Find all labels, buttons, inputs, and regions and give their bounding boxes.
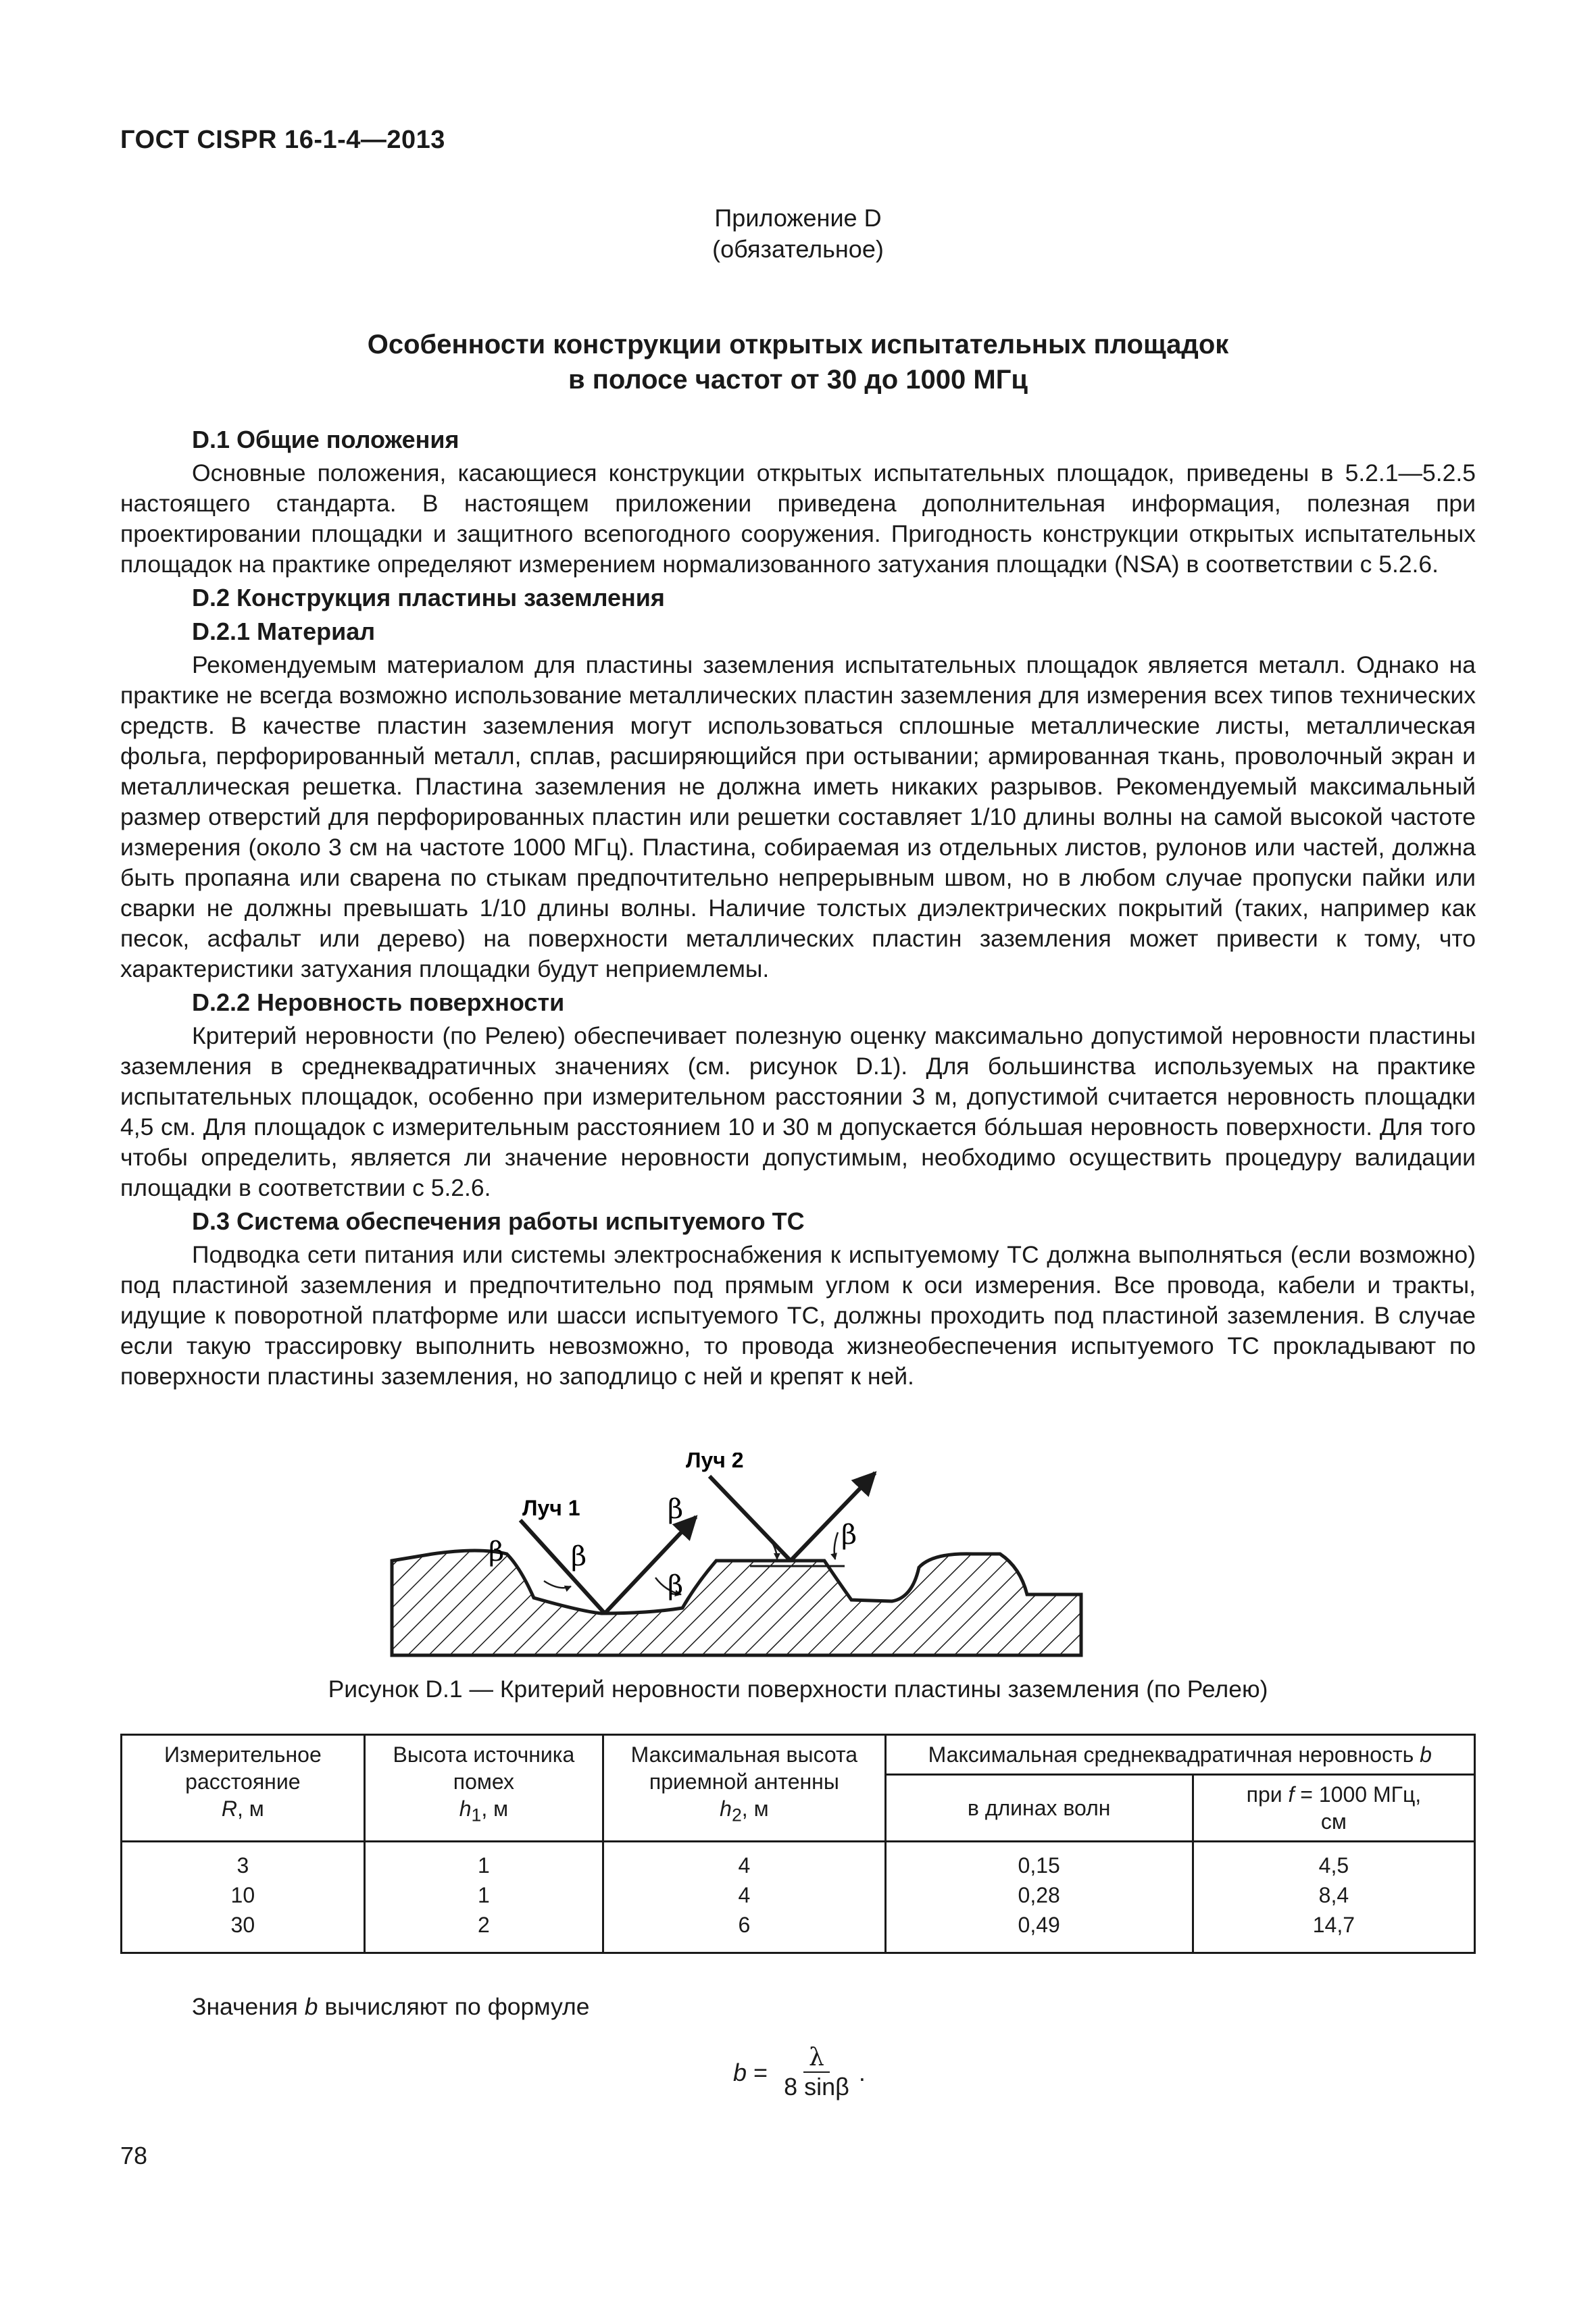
formula: [733, 2044, 866, 2101]
header-roughness-group: Максимальная среднеквадратичная неровность b: [885, 1735, 1474, 1775]
angle-beta-1: β: [489, 1536, 505, 1567]
formula-intro: Значения b вычисляют по формуле: [192, 1993, 590, 2020]
formula-fraction: [778, 2044, 855, 2101]
annex-label: Приложение D: [714, 204, 882, 232]
cell-distance: 3 10 30: [122, 1842, 365, 1953]
page-number: 78: [120, 2142, 148, 2169]
angle-beta-5: β: [841, 1519, 857, 1551]
section-d1-heading: D.1 Общие положения: [192, 426, 459, 453]
annex-title-line2: в полосе частот от 30 до 1000 МГц: [568, 365, 1028, 395]
ray1-label: Луч 1: [522, 1496, 580, 1520]
annex-status: (обязательное): [712, 235, 884, 263]
annex-body: [120, 422, 1476, 1392]
ray2-incident: [709, 1476, 791, 1561]
ray2-label: Луч 2: [686, 1453, 744, 1472]
angle-arc-ray2-right: [834, 1532, 838, 1559]
formula-equals: =: [753, 2058, 768, 2086]
ray2-reflected: [791, 1473, 875, 1561]
cell-source-height: 1 1 2: [364, 1842, 603, 1953]
annex-title-line1: Особенности конструкции открытых испытательных площадок: [367, 330, 1229, 359]
roughness-table: [120, 1734, 1476, 1954]
cell-wavelengths: 0,15 0,28 0,49: [885, 1842, 1193, 1953]
section-d22-text: Критерий неровности (по Релею) обеспечивает полезную оценку максимально допустимой неровности пластины заземления в среднеквадратичных значениях (см. рисунок D.1). Для большинства используемых на практике испытательных площадок, особенно при измерительном расстоянии 3 м, допустимой считается неровность площадки 4,5 см. Для площадок с измерительным расстоянием 10 и 30 м допускается бо́льшая неровность поверхности. Для того чтобы определить, является ли значение неровности допустимым, необходимо осуществить процедуру валидации площадки в соответствии с 5.2.6.: [120, 1022, 1476, 1201]
section-d2-heading: D.2 Конструкция пластины заземления: [192, 584, 665, 611]
angle-arc-ray1-left: [544, 1581, 571, 1588]
section-d21-text: Рекомендуемым материалом для пластины заземления испытательных площадок является металл. Однако на практике не всегда возможно использование металлических пластин заземления для измерения всех типов технических средств. В качестве пластин заземления могут использоваться сплошные металлические листы, металлическая фольга, перфорированный металл, сплав, расширяющийся при остывании; армированная ткань, проволочный экран и металлическая решетка. Пластина заземления не должна иметь никаких разрывов. Рекомендуемый максимальный размер отверстий для перфорированных пластин или решетки составляет 1/10 длины волны на самой высокой частоте измерения (около 3 см на частоте 1000 МГц). Пластина, собираемая из отдельных листов, рулонов или частей, должна быть пропаяна или сварена по стыкам предпочтительно непрерывным швом, но в любом случае пропуски пайки или сварки не должны превышать 1/10 длины волны. Наличие толстых диэлектрических покрытий (таких, например как песок, асфальт или дерево) на поверхности металлических пластин заземления может привести к тому, что характеристики затухания площадки будут неприемлемы.: [120, 651, 1476, 982]
angle-beta-4: β: [668, 1494, 684, 1525]
header-wavelengths: в длинах волн: [885, 1775, 1193, 1842]
header-source-height: Высота источника помех $h_1$, м: [364, 1735, 603, 1842]
section-d22-heading: D.2.2 Неровность поверхности: [192, 988, 565, 1016]
section-d1-text: Основные положения, касающиеся конструкции открытых испытательных площадок, приведены в 5.2.1—5.2.5 настоящего стандарта. В настоящем приложении приведена дополнительная информация, полезная при проектировании площадки и защитного всепогодного сооружения. Пригодность конструкции открытых испытательных площадок на практике определяют измерением нормализованного затухания площадки (NSA) в соответствии с 5.2.6.: [120, 459, 1476, 578]
cell-cm: 4,5 8,4 14,7: [1193, 1842, 1474, 1953]
formula-denominator: 8 sinβ: [784, 2073, 849, 2101]
figure-caption: Рисунок D.1 — Критерий неровности поверхности пластины заземления (по Релею): [328, 1676, 1268, 1703]
document-code: ГОСТ CISPR 16-1-4—2013: [120, 126, 445, 154]
header-cm: при f = 1000 МГц, см: [1193, 1775, 1474, 1842]
section-d21-heading: D.2.1 Материал: [192, 618, 376, 645]
section-d3-text: Подводка сети питания или системы электроснабжения к испытуемому ТС должна выполняться (если возможно) под пластиной заземления и предпочтительно под прямым углом к оси измерения. Все провода, кабели и тракты, идущие к поворотной платформе или шасси испытуемого ТС, должны проходить под пластиной заземления. В случае если такую трассировку выполнить невозможно, то провода жизнеобеспечения испытуемого ТС прокладывают по поверхности пластины заземления, но заподлицо с ней и крепят к ней.: [120, 1241, 1476, 1390]
header-distance: Измерительное расстояние R, м: [122, 1735, 365, 1842]
table-row: [122, 1842, 1475, 1953]
cell-antenna-height: 4 4 6: [603, 1842, 885, 1953]
formula-numerator: λ: [803, 2044, 830, 2073]
angle-beta-3: β: [668, 1570, 684, 1601]
angle-beta-2: β: [571, 1541, 587, 1572]
roughness-figure: [378, 1453, 1108, 1662]
formula-lhs: b: [733, 2058, 747, 2086]
header-antenna-height: Максимальная высота приемной антенны $h_2$, м: [603, 1735, 885, 1842]
section-d3-heading: D.3 Система обеспечения работы испытуемого ТС: [192, 1207, 805, 1235]
formula-tail: .: [858, 2058, 866, 2086]
